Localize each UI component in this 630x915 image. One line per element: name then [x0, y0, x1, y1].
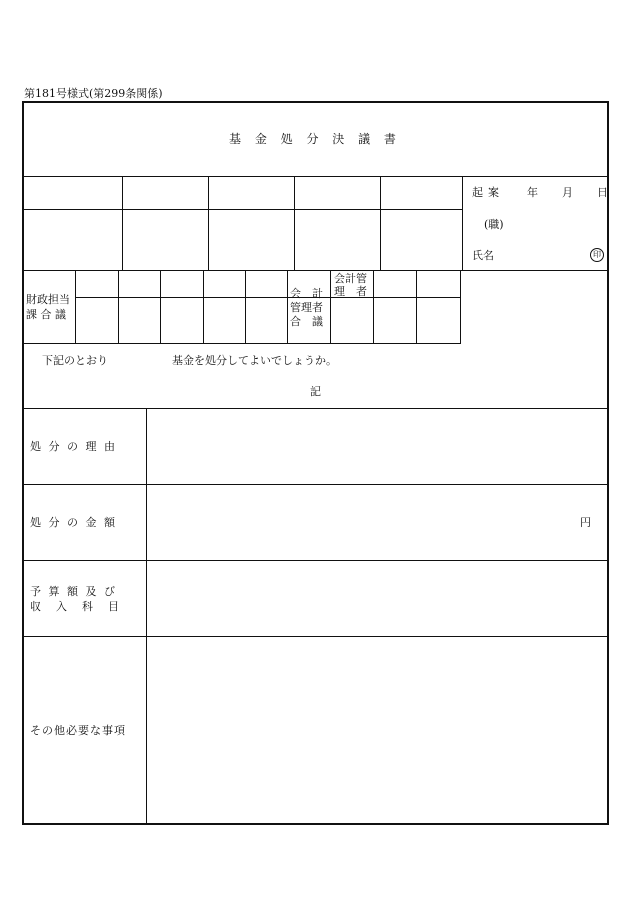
accounting-merge-line2: 管理者: [290, 301, 323, 314]
reason-label: 処 分 の 理 由: [30, 440, 117, 453]
divider: [122, 176, 123, 270]
divider: [203, 270, 204, 343]
draft-month: 月: [562, 186, 573, 199]
draft-day: 日: [597, 186, 608, 199]
budget-label-line1: 予 算 額 及 び: [30, 585, 117, 598]
divider: [373, 270, 374, 343]
other-matters-label: その他必要な事項: [30, 724, 126, 737]
divider: [330, 270, 331, 343]
divider: [22, 560, 609, 561]
divider: [22, 343, 461, 344]
draft-year: 年: [527, 186, 538, 199]
finance-label-line1: 財政担当: [26, 293, 70, 306]
divider: [208, 176, 209, 270]
divider: [160, 270, 161, 343]
statement-prefix: 下記のとおり: [42, 354, 108, 367]
divider: [75, 297, 461, 298]
divider: [22, 408, 609, 409]
amount-label: 処 分 の 金 額: [30, 516, 117, 529]
divider: [146, 408, 147, 825]
divider: [462, 176, 463, 270]
seal-mark: 印: [590, 248, 604, 262]
divider: [380, 176, 381, 270]
form-number-note: 第181号様式(第299条関係): [24, 87, 163, 100]
finance-label-line2: 課 合 議: [26, 308, 66, 321]
name-label: 氏名: [472, 249, 494, 262]
accounting-manager-line1: 会計管: [334, 272, 367, 285]
budget-label-line2: 収 入 科 目: [30, 600, 121, 613]
amount-unit: 円: [580, 516, 591, 529]
accounting-merge-line3: 合 議: [290, 315, 323, 328]
form-title: 基 金 処 分 決 議 書: [229, 132, 401, 146]
position-label: (職): [484, 218, 504, 231]
divider: [22, 209, 462, 210]
accounting-merge-line1: 会 計: [290, 287, 323, 300]
draft-label: 起案: [472, 186, 504, 199]
divider: [22, 636, 609, 637]
divider: [22, 484, 609, 485]
divider: [118, 270, 119, 343]
accounting-manager-line2: 理 者: [334, 285, 367, 298]
divider: [460, 270, 461, 343]
divider: [287, 270, 288, 343]
divider: [75, 270, 76, 343]
divider: [245, 270, 246, 343]
divider: [294, 176, 295, 270]
divider: [416, 270, 417, 343]
ki-mark: 記: [310, 385, 321, 398]
statement-body: 基金を処分してよいでしょうか。: [172, 354, 337, 367]
divider: [22, 176, 609, 177]
divider: [22, 270, 609, 271]
